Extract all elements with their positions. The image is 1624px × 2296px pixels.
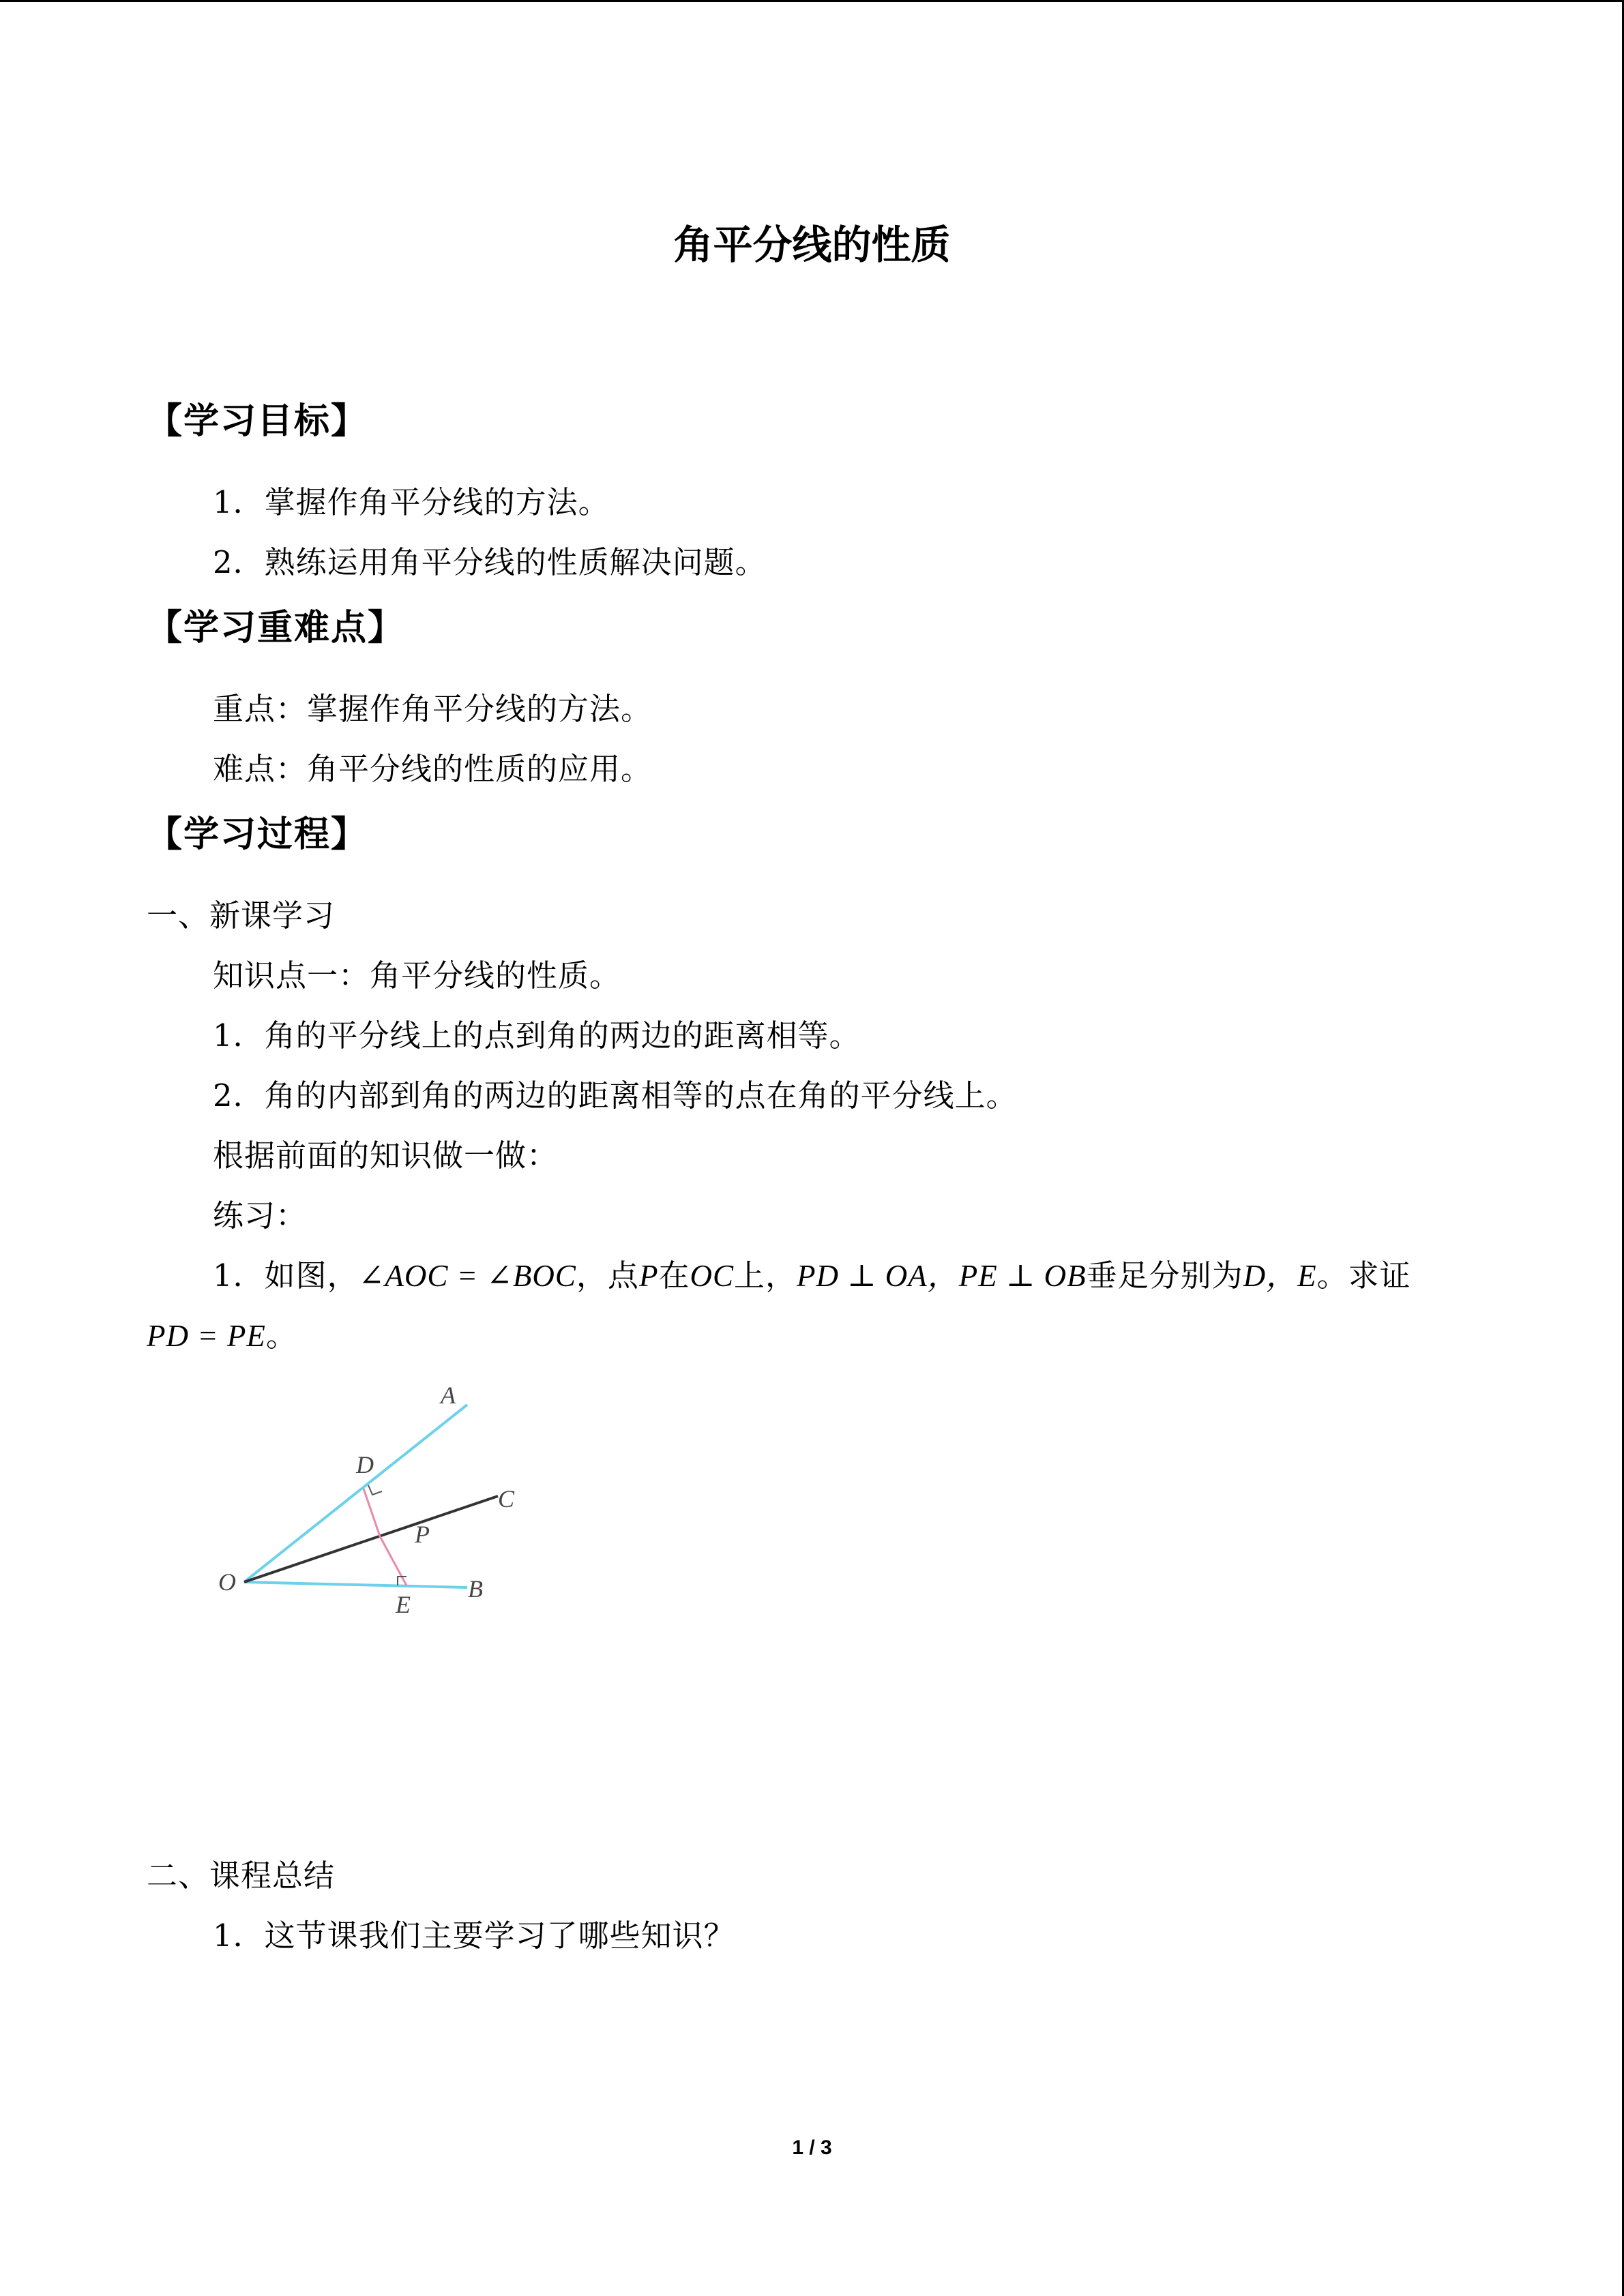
ray-ob — [244, 1582, 467, 1587]
do-it-prompt: 根据前面的知识做一做： — [213, 1137, 559, 1174]
exercise-1-line2 — [147, 1311, 297, 1355]
label-a: A — [441, 1382, 456, 1409]
summary-question-1: 1．这节课我们主要学习了哪些知识？ — [213, 1918, 735, 1954]
keypoint-difficulty: 难点：角平分线的性质的应用。 — [213, 751, 653, 787]
exercise-1-text-c: 上， — [733, 1257, 797, 1294]
keypoint-focus: 重点：掌握作角平分线的方法。 — [213, 691, 653, 727]
page-title: 角平分线的性质 — [673, 222, 951, 268]
knowledge-point-title: 知识点一：角平分线的性质。 — [213, 957, 621, 994]
exercise-1-text-f: 。 — [265, 1317, 297, 1354]
exercise-1-ray-oc: OC — [690, 1259, 734, 1293]
part2-heading: 二、课程总结 — [147, 1858, 336, 1894]
exercise-1-point-p: P — [638, 1259, 659, 1293]
label-p: P — [415, 1521, 430, 1548]
part1-heading: 一、新课学习 — [147, 897, 336, 934]
exercise-1-text-e: 。求证 — [1316, 1257, 1411, 1294]
property-1: 1．角的平分线上的点到角的两边的距离相等。 — [213, 1017, 861, 1054]
exercise-1-line1 — [213, 1251, 1411, 1295]
ray-oa — [244, 1405, 467, 1582]
label-c: C — [498, 1485, 515, 1512]
label-b: B — [468, 1575, 483, 1602]
goal-item-2: 2．熟练运用角平分线的性质解决问题。 — [213, 544, 767, 580]
exercise-1-text-d: 垂足分别为 — [1086, 1257, 1243, 1294]
exercise-1-feet: D，E — [1243, 1259, 1317, 1293]
page-number: 1 / 3 — [792, 2136, 832, 2159]
label-o: O — [218, 1568, 236, 1596]
exercise-1-condition: ∠AOC = ∠BOC — [358, 1259, 576, 1293]
section-goals-heading: 【学习目标】 — [147, 400, 368, 442]
perpendicular-pe — [380, 1536, 407, 1585]
perpendicular-pd — [364, 1489, 380, 1536]
exercise-1-conclusion: PD = PE — [147, 1319, 266, 1353]
page-border-top — [0, 0, 1624, 2]
practice-label: 练习： — [213, 1197, 308, 1234]
right-angle-mark-d — [368, 1485, 382, 1495]
section-keypoints-heading: 【学习重难点】 — [147, 607, 405, 648]
exercise-1-perpendiculars: PD ⊥ OA，PE ⊥ OB — [796, 1259, 1087, 1293]
goal-item-1: 1．掌握作角平分线的方法。 — [213, 484, 610, 520]
label-e: E — [396, 1591, 411, 1618]
exercise-1-text-b: 在 — [658, 1257, 690, 1294]
section-process-heading: 【学习过程】 — [147, 814, 368, 855]
label-d: D — [356, 1451, 374, 1478]
exercise-1-text-a: ，点 — [576, 1257, 639, 1294]
angle-bisector-figure — [205, 1377, 546, 1623]
exercise-1-number: 1．如图， — [213, 1257, 359, 1294]
property-2: 2．角的内部到角的两边的距离相等的点在角的平分线上。 — [213, 1077, 1018, 1114]
